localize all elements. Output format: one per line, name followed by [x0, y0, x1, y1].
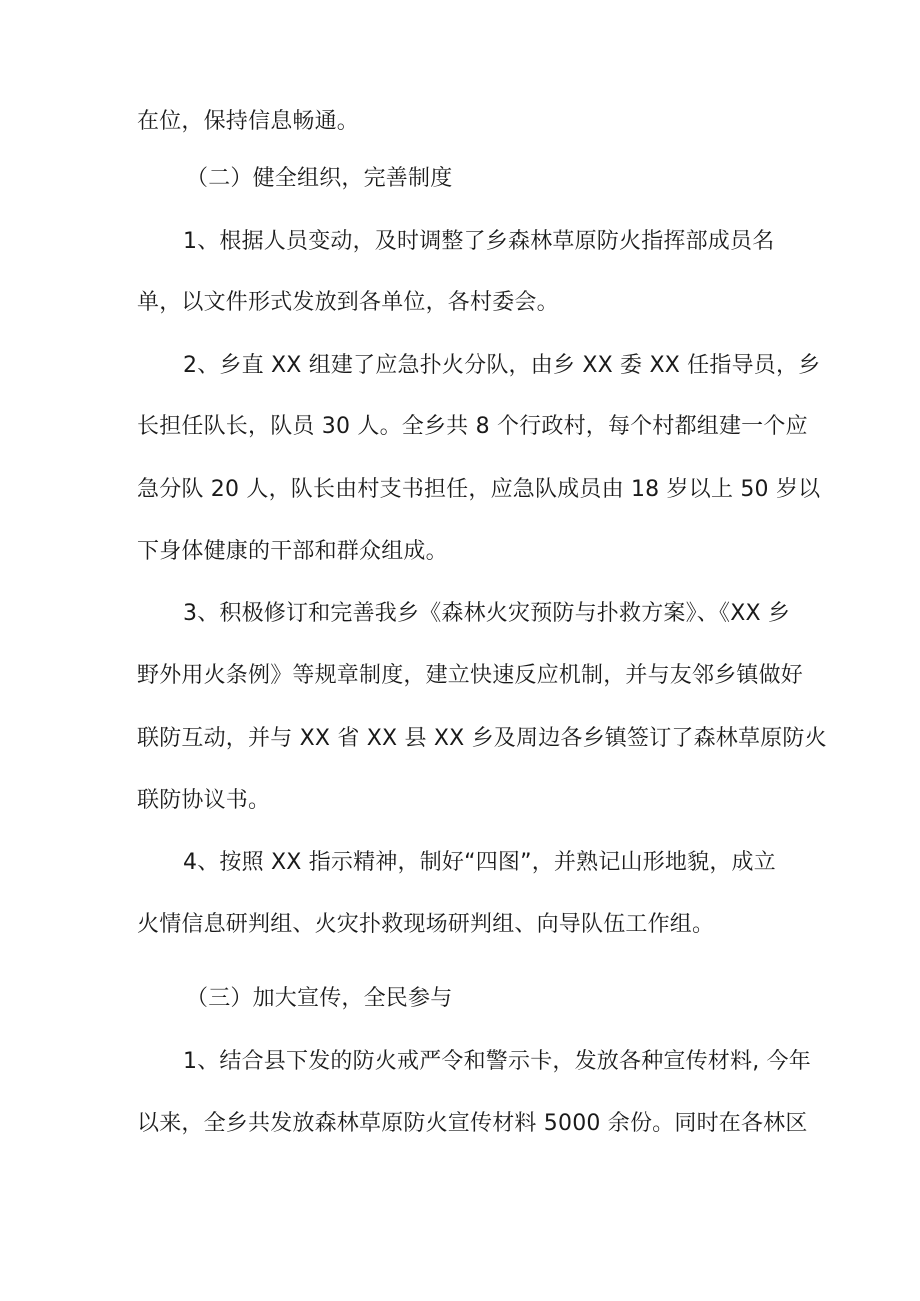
paragraph-line: 以来，全乡共发放森林草原防火宣传材料 5000 余份。同时在各林区: [137, 1111, 808, 1136]
paragraph-line: 下身体健康的干部和群众组成。: [137, 539, 448, 564]
paragraph-line: 2、乡直 XX 组建了应急扑火分队，由乡 XX 委 XX 任指导员，乡: [183, 353, 821, 378]
paragraph-line: 联防互动，并与 XX 省 XX 县 XX 乡及周边各乡镇签订了森林草原防火: [137, 726, 827, 751]
paragraph-line: 急分队 20 人，队长由村支书担任，应急队成员由 18 岁以上 50 岁以: [137, 477, 821, 502]
section-heading: （三）加大宣传，全民参与: [186, 986, 453, 1011]
paragraph-line: 联防协议书。: [137, 788, 271, 813]
section-heading: （二）健全组织，完善制度: [186, 166, 453, 191]
paragraph-line: 长担任队长，队员 30 人。全乡共 8 个行政村，每个村都组建一个应: [137, 414, 808, 439]
paragraph-line: 4、按照 XX 指示精神，制好“四图”，并熟记山形地貌，成立: [183, 850, 776, 875]
paragraph-line: 3、积极修订和完善我乡《森林火灾预防与扑救方案》、《XX 乡: [183, 601, 791, 626]
paragraph-line: 1、根据人员变动，及时调整了乡森林草原防火指挥部成员名: [183, 229, 775, 254]
paragraph-line: 野外用火条例》等规章制度，建立快速反应机制，并与友邻乡镇做好: [137, 663, 804, 688]
paragraph-line: 单，以文件形式发放到各单位，各村委会。: [137, 290, 559, 315]
paragraph-line: 1、结合县下发的防火戒严令和警示卡，发放各种宣传材料, 今年: [183, 1049, 811, 1074]
paragraph-line: 在位，保持信息畅通。: [137, 109, 360, 134]
paragraph-line: 火情信息研判组、火灾扑救现场研判组、向导队伍工作组。: [137, 912, 715, 937]
